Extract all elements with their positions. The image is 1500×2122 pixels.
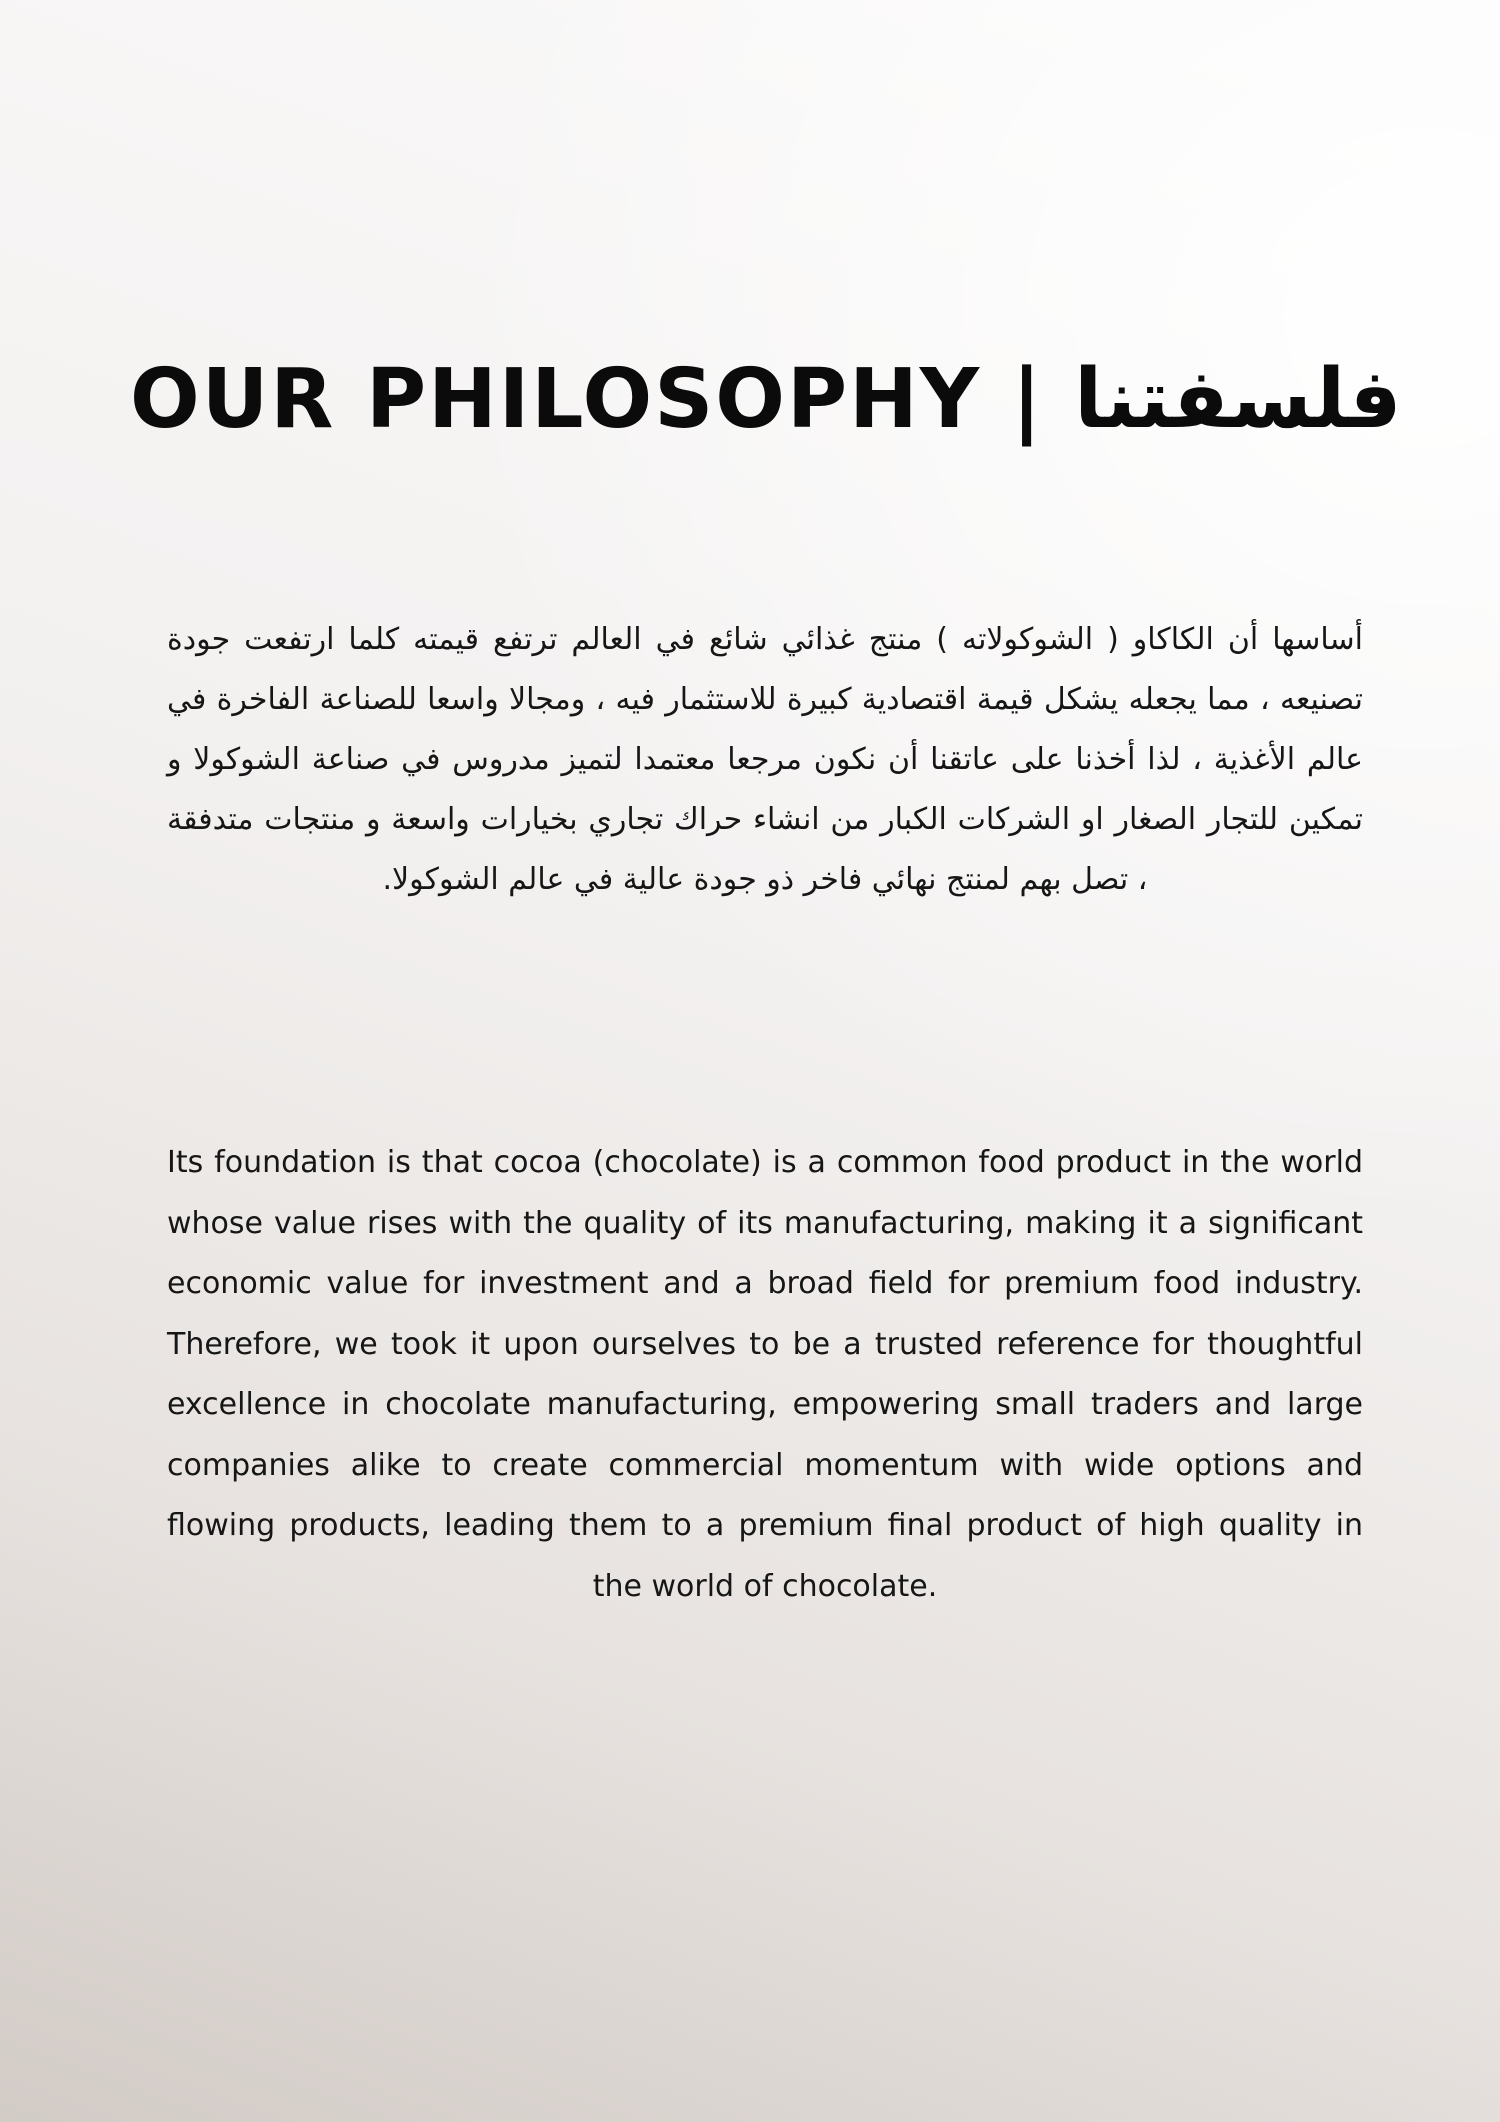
arabic-paragraph: أساسها أن الكاكاو ( الشوكولاته ) منتج غذائي شائع في العالم ترتفع قيمته كلما ارتفعت جودة تصنيعه ، مما يجعله يشكل قيمة اقتصادية كبيرة للاستثمار فيه ، ومجالا واسعا للصناعة الفاخرة في عالم الأغذية ، لذا أخذنا على عاتقنا أن نكون مرجعا معتمدا لتميز مدروس في صناعة الشوكولا و تمكين للتجار الصغار او الشركات الكبار من انشاء حراك تجاري بخيارات واسعة و منتجات متدفقة ، تصل بهم لمنتج نهائي فاخر ذو جودة عالية في عالم الشوكولا. (167, 622, 1363, 897)
page-title: OUR PHILOSOPHY | فلسفتنا (130, 352, 1402, 447)
english-paragraph: Its foundation is that cocoa (chocolate) is a common food product in the world whose value rises with the quality of its manufacturing, making it a significant economic value for investment and a broad field for premium food industry. Therefore, we took it upon ourselves to be a trusted reference for thoughtful excellence in chocolate manufacturing, empowering small traders and large companies alike to create commercial momentum with wide options and flowing products, leading them to a premium final product of high quality in the world of chocolate. (167, 1145, 1363, 1604)
